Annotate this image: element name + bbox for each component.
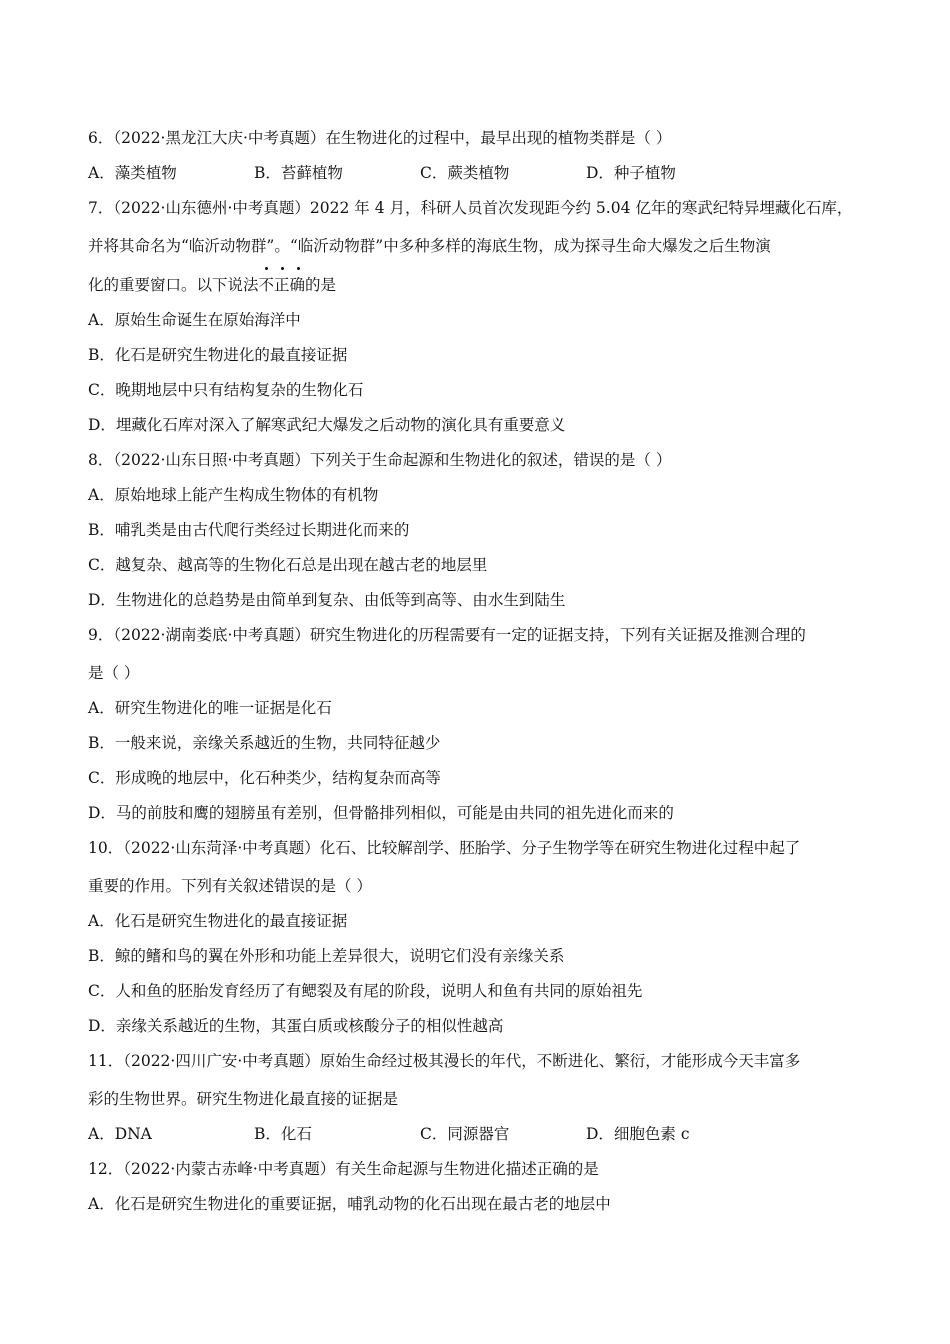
q7-line3-prefix: 化的重要窗口。以下说法 <box>88 276 259 294</box>
q7-line3-suffix: 的是 <box>305 276 337 294</box>
q10-option-d: D．亲缘关系越近的生物，其蛋白质或核酸分子的相似性越高 <box>88 1017 504 1035</box>
q7-option-a: A．原始生命诞生在原始海洋中 <box>88 311 301 329</box>
question-7-stem-line-1: 7．（2022·山东德州·中考真题）2022 年 4 月，科研人员首次发现距今约 5.04 亿年的寒武纪特异埋藏化石库， <box>88 199 853 217</box>
emphasis-dot <box>265 267 268 270</box>
question-11-stem-line-2: 彩的生物世界。研究生物进化最直接的证据是 <box>88 1090 399 1108</box>
q9-option-c: C．形成晚的地层中，化石种类少，结构复杂而高等 <box>88 769 441 787</box>
question-8-stem: 8．（2022·山东日照·中考真题）下列关于生命起源和生物进化的叙述，错误的是（ ） <box>88 451 672 469</box>
question-11-stem-line-1: 11．（2022·四川广安·中考真题）原始生命经过极其漫长的年代，不断进化、繁衍，才能形成今天丰富多 <box>88 1052 801 1070</box>
q9-option-a: A．研究生物进化的唯一证据是化石 <box>88 699 332 717</box>
question-6-stem: 6．（2022·黑龙江大庆·中考真题）在生物进化的过程中，最早出现的植物类群是（ ） <box>88 129 672 147</box>
q8-option-a: A．原始地球上能产生构成生物体的有机物 <box>88 486 379 504</box>
q10-option-c: C．人和鱼的胚胎发育经历了有鳃裂及有尾的阶段，说明人和鱼有共同的原始祖先 <box>88 982 643 1000</box>
q11-option-a: A．DNA <box>88 1125 152 1143</box>
question-10-stem-line-2: 重要的作用。下列有关叙述错误的是（ ） <box>88 877 372 895</box>
q10-option-a: A．化石是研究生物进化的最直接证据 <box>88 912 348 930</box>
emphasis-dot <box>297 267 300 270</box>
question-12-stem: 12．（2022·内蒙古赤峰·中考真题）有关生命起源与生物进化描述正确的是 <box>88 1160 599 1178</box>
q9-option-d: D．马的前肢和鹰的翅膀虽有差别，但骨骼排列相似，可能是由共同的祖先进化而来的 <box>88 804 674 822</box>
q7-option-b: B．化石是研究生物进化的最直接证据 <box>88 346 348 364</box>
q12-option-a: A．化石是研究生物进化的重要证据，哺乳动物的化石出现在最古老的地层中 <box>88 1195 611 1213</box>
q7-option-d: D．埋藏化石库对深入了解寒武纪大爆发之后动物的演化具有重要意义 <box>88 416 566 434</box>
q11-option-d: D．细胞色素 c <box>586 1125 690 1143</box>
q9-option-b: B．一般来说，亲缘关系越近的生物，共同特征越少 <box>88 734 441 752</box>
q11-option-b: B．化石 <box>254 1125 312 1143</box>
q8-option-c: C．越复杂、越高等的生物化石总是出现在越古老的地层里 <box>88 556 488 574</box>
q10-option-b: B．鲸的鳍和鸟的翼在外形和功能上差异很大，说明它们没有亲缘关系 <box>88 947 565 965</box>
question-9-stem-line-2: 是（ ） <box>88 664 140 682</box>
question-7-stem-line-3 <box>88 274 890 296</box>
question-10-stem-line-1: 10．（2022·山东菏泽·中考真题）化石、比较解剖学、胚胎学、分子生物学等在研究生物进化过程中起了 <box>88 839 801 857</box>
question-7-stem-line-2: 并将其命名为“临沂动物群”。“临沂动物群”中多种多样的海底生物，成为探寻生命大爆发之后生物演 <box>88 237 771 255</box>
question-9-stem-line-1: 9．（2022·湖南娄底·中考真题）研究生物进化的历程需要有一定的证据支持，下列有关证据及推测合理的 <box>88 626 806 644</box>
q7-emphasis-not-correct: 不正确 <box>259 276 306 294</box>
q8-option-d: D．生物进化的总趋势是由简单到复杂、由低等到高等、由水生到陆生 <box>88 591 566 609</box>
q6-option-b: B．苔藓植物 <box>254 164 343 182</box>
q7-option-c: C．晚期地层中只有结构复杂的生物化石 <box>88 381 364 399</box>
q8-option-b: B．哺乳类是由古代爬行类经过长期进化而来的 <box>88 521 410 539</box>
emphasis-dot <box>281 267 284 270</box>
q11-option-c: C．同源器官 <box>420 1125 510 1143</box>
q6-option-d: D．种子植物 <box>586 164 676 182</box>
q6-option-c: C．蕨类植物 <box>420 164 510 182</box>
q6-option-a: A．藻类植物 <box>88 164 177 182</box>
